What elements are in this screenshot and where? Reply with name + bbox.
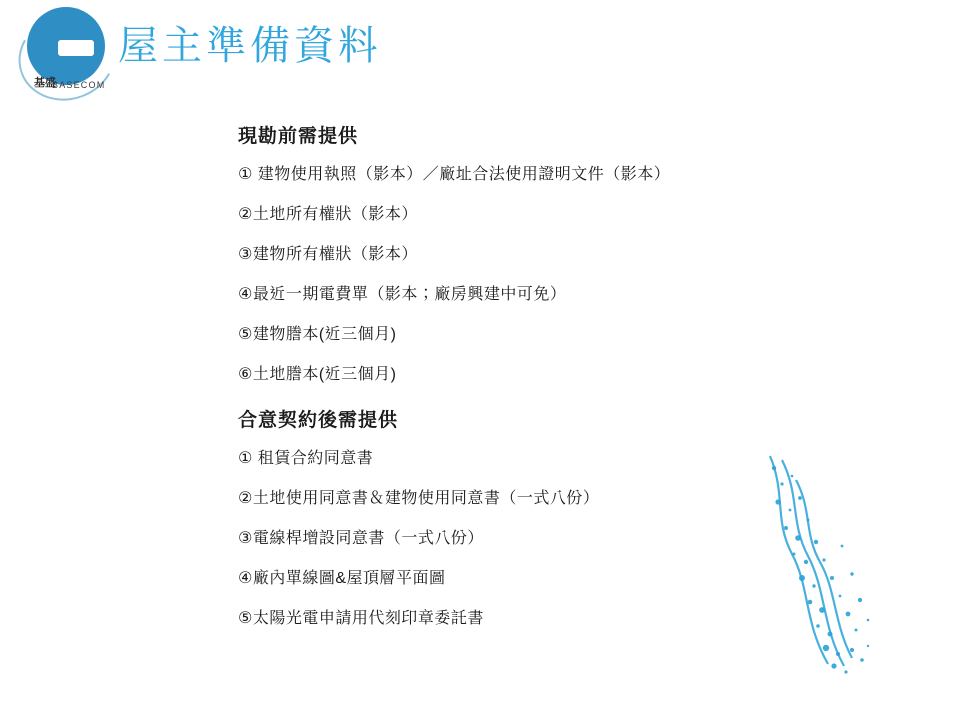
logo-brand-text: BASECOM — [52, 80, 106, 90]
list-item: ④廠內單線圖&屋頂層平面圖 — [238, 570, 446, 587]
list-item: ③建物所有權狀（影本） — [238, 246, 418, 263]
content-body — [238, 124, 798, 630]
logo-bar-icon — [58, 40, 94, 56]
section-heading-post-contract: 合意契約後需提供 — [238, 410, 399, 431]
list-item: ②土地所有權狀（影本） — [238, 206, 418, 223]
logo-brand-cn: 基盛 — [34, 77, 56, 89]
logo-circle-icon — [28, 8, 104, 84]
list-post-contract — [238, 448, 798, 630]
list-item: ① 租賃合約同意書 — [238, 450, 374, 467]
list-item: ⑥土地謄本(近三個月) — [238, 366, 397, 383]
page-title: 屋主準備資料 — [118, 24, 382, 68]
list-pre-survey — [238, 164, 798, 386]
list-item: ① 建物使用執照（影本）／廠址合法使用證明文件（影本） — [238, 166, 671, 183]
list-item: ⑤建物謄本(近三個月) — [238, 326, 397, 343]
list-item: ③電線桿增設同意書（一式八份） — [238, 530, 484, 547]
section-heading-pre-survey: 現勘前需提供 — [238, 126, 359, 147]
list-item: ④最近一期電費單（影本；廠房興建中可免） — [238, 286, 567, 303]
list-item: ⑤太陽光電申請用代刻印章委託書 — [238, 610, 484, 627]
slide-header — [0, 0, 960, 104]
list-item: ②土地使用同意書＆建物使用同意書（一式八份） — [238, 490, 600, 507]
logo — [18, 6, 114, 98]
